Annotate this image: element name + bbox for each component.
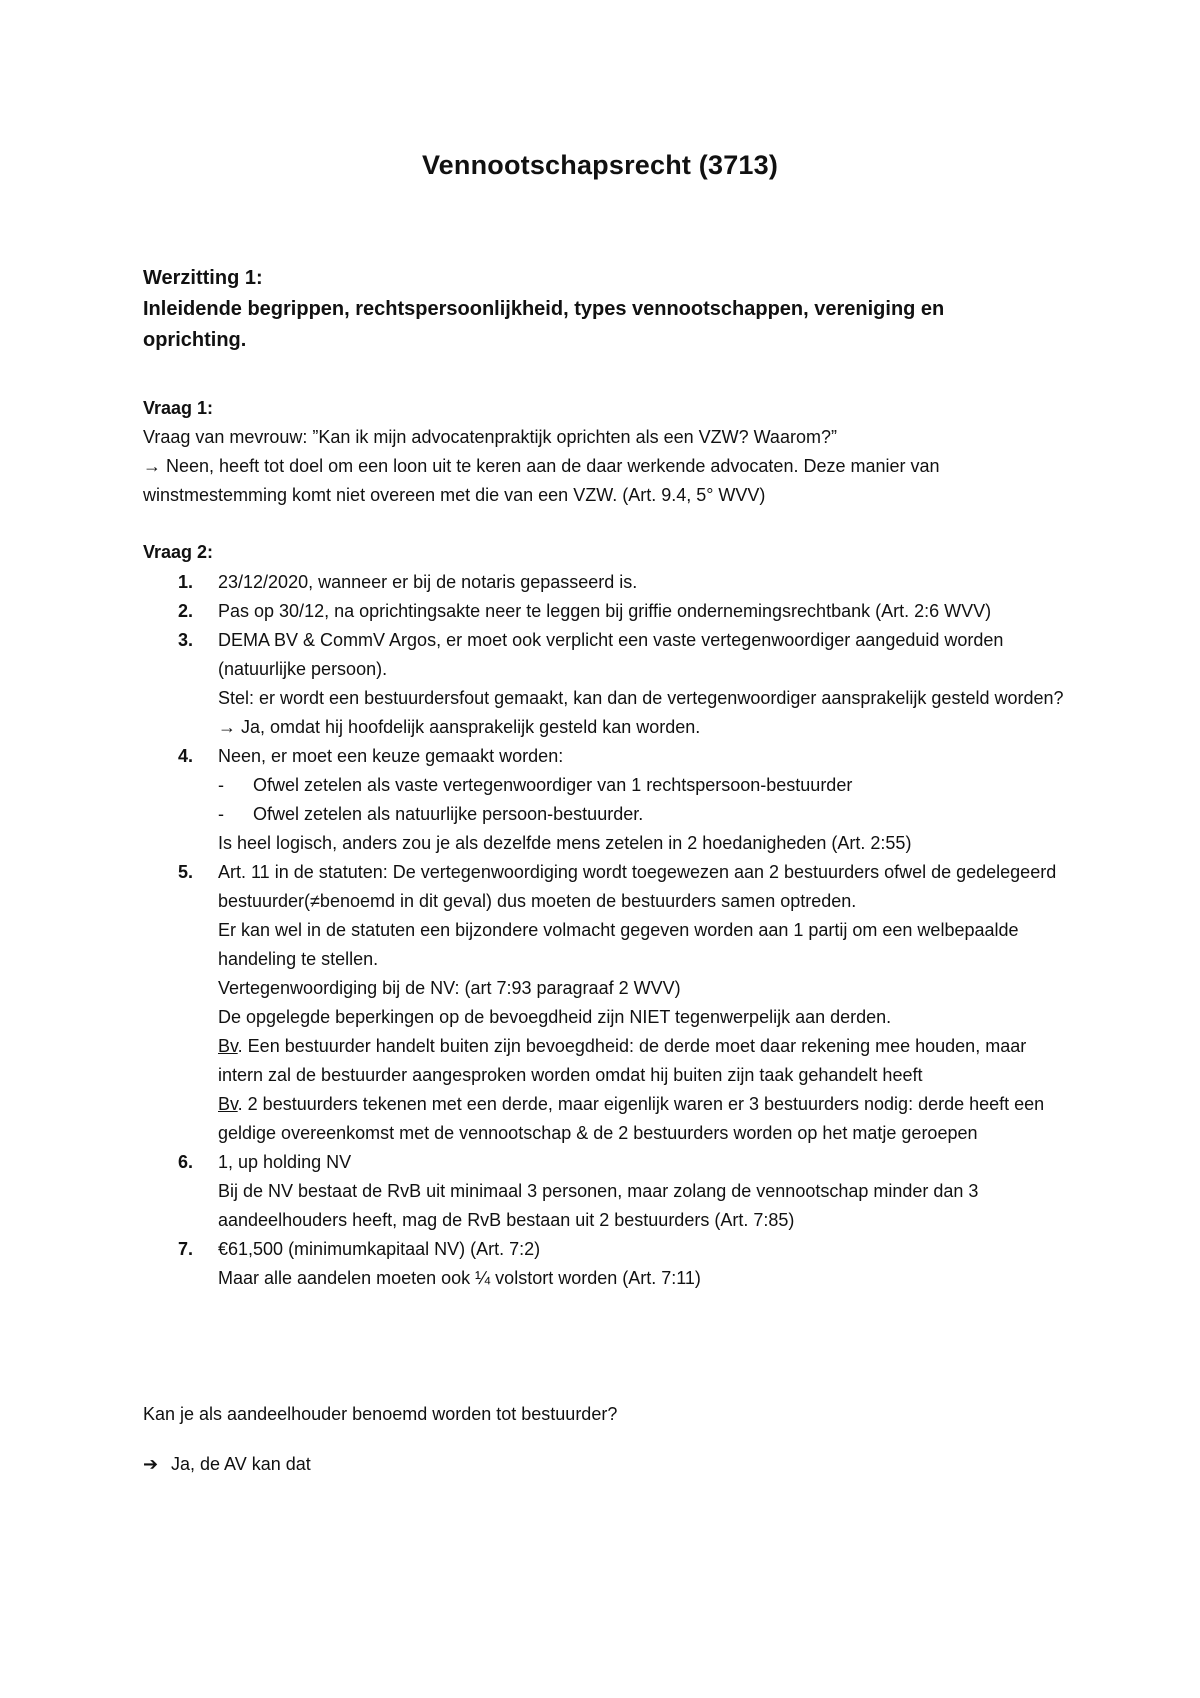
dash-item-text: Ofwel zetelen als vaste vertegenwoordiger van 1 rechtspersoon-bestuurder [253,775,853,795]
example-label: Bv [218,1036,238,1056]
list-item-text: De opgelegde beperkingen op de bevoegdheid zijn NIET tegenwerpelijk aan derden. [218,1007,892,1027]
document-title: Vennootschapsrecht (3713) [421,150,779,180]
list-item [143,626,1073,742]
list-number: 1. [178,572,194,592]
list-number: 4. [178,746,194,766]
example-text: . Een bestuurder handelt buiten zijn bevoegdheid: de derde moet daar rekening mee houden, maar intern zal de bestuurder aangesproken worden omdat hij buiten zijn taak gehandelt heeft [218,1036,1027,1085]
question-1-body [143,423,1073,510]
question-1-answer [143,452,1073,510]
example-label: Bv [218,1094,238,1114]
dash-item: - Ofwel zetelen als natuurlijke persoon-bestuurder. [218,804,644,824]
list-item [143,597,1073,626]
list-item [143,858,1073,1148]
final-answer [143,1450,1073,1479]
final-question: Kan je als aandeelhouder benoemd worden tot bestuurder? [143,1404,618,1424]
question-1-answer-text: Neen, heeft tot doel om een loon uit te keren aan de daar werkende advocaten. Deze manier van winstmestemming komt niet overeen met die van een VZW. (Art. 9.4, 5° WVV) [143,456,940,505]
final-answer-text: Ja, de AV kan dat [171,1454,311,1474]
list-item-text: €61,500 (minimumkapitaal NV) (Art. 7:2) [218,1239,541,1259]
list-number: 6. [178,1152,194,1172]
section-subtitle: Inleidende begrippen, rechtspersoonlijkheid, types vennootschappen, vereniging en oprichting. [143,298,945,351]
example-text: . 2 bestuurders tekenen met een derde, maar eigenlijk waren er 3 bestuurders nodig: derde heeft een geldige overeenkomst met de vennootschap & de 2 bestuurders worden op het matje geroepen [218,1094,1045,1143]
list-item-text: Maar alle aandelen moeten ook ¼ volstort worden (Art. 7:11) [218,1268,701,1288]
example-2 [218,1090,1073,1148]
arrow-icon: ➔ [143,1454,159,1474]
question-2-label: Vraag 2: [143,542,214,562]
list-item-text: 1, up holding NV [218,1152,352,1172]
list-item-text: Neen, er moet een keuze gemaakt worden: [218,746,564,766]
question-1-text: Vraag van mevrouw: ”Kan ik mijn advocatenpraktijk oprichten als een VZW? Waarom?” [143,427,837,447]
section-heading: Werzitting 1: [143,267,263,289]
list-item-text: DEMA BV & CommV Argos, er moet ook verplicht een vaste vertegenwoordiger aangeduid worden (natuurlijke persoon). [218,630,1004,679]
list-item [143,1235,1073,1293]
list-item [143,568,1073,597]
dash-list [218,771,1073,829]
list-item-text: Er kan wel in de statuten een bijzondere volmacht gegeven worden aan 1 partij om een welbepaalde handeling te stellen. [218,920,1019,969]
dash-item: - Ofwel zetelen als vaste vertegenwoordiger van 1 rechtspersoon-bestuurder [218,775,853,795]
list-item [143,742,1073,858]
list-number: 5. [178,862,194,882]
list-item-text: Bij de NV bestaat de RvB uit minimaal 3 personen, maar zolang de vennootschap minder dan 3 aandeelhouders heeft, mag de RvB bestaan uit 2 bestuurders (Art. 7:85) [218,1181,979,1230]
question-1-label: Vraag 1: [143,398,214,418]
list-number: 7. [178,1239,194,1259]
list-number: 3. [178,630,194,650]
list-item-text: Vertegenwoordiging bij de NV: (art 7:93 paragraaf 2 WVV) [218,978,681,998]
list-item [143,1148,1073,1235]
list-item-text: Stel: er wordt een bestuurdersfout gemaakt, kan dan de vertegenwoordiger aansprakelijk gesteld worden? → Ja, omdat hij hoofdelijk aansprakelijk gesteld kan worden. [218,688,1064,737]
example-1 [218,1032,1073,1090]
question-2-answers [143,568,1073,1293]
list-number: 2. [178,601,194,621]
list-item-text: 23/12/2020, wanneer er bij de notaris gepasseerd is. [218,572,638,592]
dash-item-text: Ofwel zetelen als natuurlijke persoon-bestuurder. [253,804,644,824]
list-item-text: Pas op 30/12, na oprichtingsakte neer te leggen bij griffie ondernemingsrechtbank (Art. 2:6 WVV) [218,601,992,621]
list-item-text: Is heel logisch, anders zou je als dezelfde mens zetelen in 2 hoedanigheden (Art. 2:55) [218,833,912,853]
arrow-icon: → [143,456,161,476]
list-item-text: Art. 11 in de statuten: De vertegenwoordiging wordt toegewezen aan 2 bestuurders ofwel de gedelegeerd bestuurder(≠benoemd in dit geval) dus moeten de bestuurders samen optreden. [218,862,1057,911]
